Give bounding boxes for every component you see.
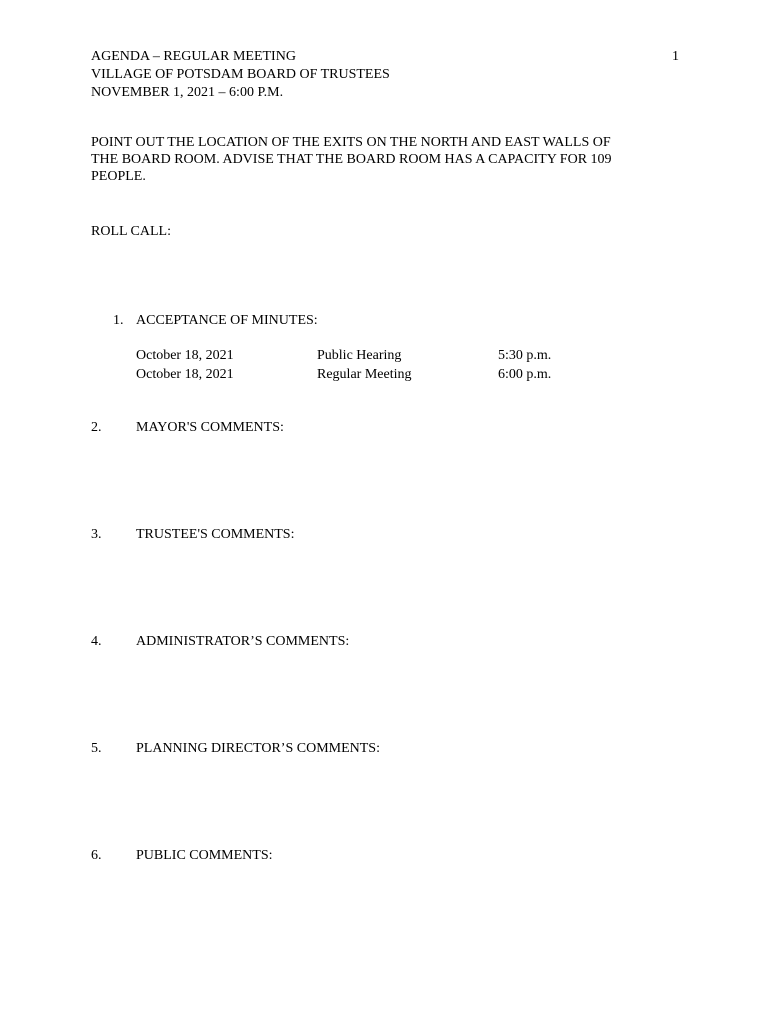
meeting-date: NOVEMBER 1, 2021 – 6:00 P.M. [91, 85, 284, 100]
agenda-item-title: ADMINISTRATOR’S COMMENTS: [136, 634, 350, 649]
agenda-item-title: TRUSTEE'S COMMENTS: [136, 527, 295, 542]
notice-line-3: PEOPLE. [91, 169, 146, 184]
notice-line-2: THE BOARD ROOM. ADVISE THAT THE BOARD ROOM HAS A CAPACITY FOR 109 [91, 152, 612, 167]
minutes-time: 5:30 p.m. [498, 348, 552, 363]
agenda-item-title: MAYOR'S COMMENTS: [136, 420, 284, 435]
board-name: VILLAGE OF POTSDAM BOARD OF TRUSTEES [91, 67, 390, 82]
agenda-item-number: 2. [91, 420, 102, 435]
agenda-item-title: PUBLIC COMMENTS: [136, 848, 273, 863]
agenda-item-number: 1. [113, 313, 124, 328]
page-number: 1 [672, 49, 679, 64]
agenda-item-number: 4. [91, 634, 102, 649]
minutes-time: 6:00 p.m. [498, 367, 552, 382]
agenda-item-title: ACCEPTANCE OF MINUTES: [136, 313, 318, 328]
minutes-date: October 18, 2021 [136, 367, 234, 382]
minutes-meeting-type: Regular Meeting [317, 367, 412, 382]
roll-call-heading: ROLL CALL: [91, 224, 171, 239]
agenda-item-number: 5. [91, 741, 102, 756]
agenda-item-number: 3. [91, 527, 102, 542]
minutes-meeting-type: Public Hearing [317, 348, 402, 363]
agenda-item-title: PLANNING DIRECTOR’S COMMENTS: [136, 741, 380, 756]
notice-line-1: POINT OUT THE LOCATION OF THE EXITS ON THE NORTH AND EAST WALLS OF [91, 135, 611, 150]
agenda-title: AGENDA – REGULAR MEETING [91, 49, 296, 64]
agenda-item-number: 6. [91, 848, 102, 863]
minutes-date: October 18, 2021 [136, 348, 234, 363]
